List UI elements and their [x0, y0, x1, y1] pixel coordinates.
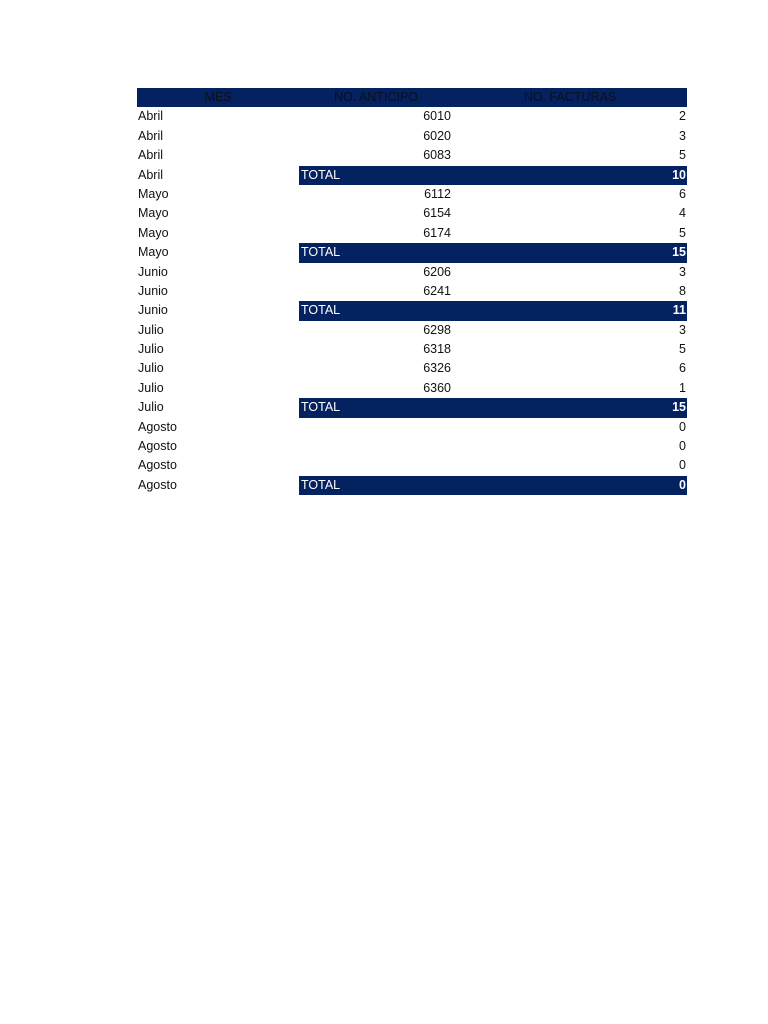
cell-mes[interactable]: Agosto [138, 419, 177, 434]
cell-no-anticipo[interactable]: 6154 [423, 206, 451, 221]
cell-no-facturas[interactable]: 6 [679, 186, 686, 201]
cell-no-anticipo[interactable]: 6318 [423, 342, 451, 357]
cell-mes[interactable]: Julio [138, 342, 164, 357]
cell-no-anticipo[interactable]: 6083 [423, 148, 451, 163]
cell-no-anticipo[interactable]: 6326 [423, 361, 451, 376]
cell-total-label[interactable]: TOTAL [301, 303, 341, 318]
cell-total-label[interactable]: TOTAL [301, 400, 341, 415]
cell-mes[interactable]: Abril [138, 128, 164, 143]
table-row [137, 107, 687, 126]
cell-no-facturas[interactable]: 0 [679, 419, 686, 434]
cell-total-facturas[interactable]: 0 [679, 477, 686, 492]
cell-no-anticipo[interactable] [299, 456, 452, 475]
table-header-row [137, 88, 687, 107]
cell-no-anticipo[interactable]: 6112 [424, 186, 451, 201]
spreadsheet-table [137, 88, 687, 495]
cell-no-facturas[interactable]: 2 [679, 109, 686, 124]
cell-mes[interactable]: Mayo [138, 225, 169, 240]
cell-mes[interactable]: Abril [138, 109, 164, 124]
cell-total-label[interactable]: TOTAL [301, 167, 341, 182]
cell-mes[interactable]: Mayo [138, 245, 169, 260]
cell-mes[interactable]: Junio [138, 283, 168, 298]
cell-no-facturas[interactable]: 5 [679, 342, 686, 357]
cell-no-facturas[interactable]: 5 [679, 148, 686, 163]
cell-mes[interactable]: Agosto [138, 477, 177, 492]
cell-total-facturas[interactable]: 15 [672, 245, 686, 260]
cell-mes[interactable]: Julio [138, 400, 164, 415]
table-row [137, 437, 687, 456]
table-row [137, 340, 687, 359]
cell-total-facturas[interactable]: 10 [672, 167, 686, 182]
cell-no-facturas[interactable]: 0 [679, 439, 686, 454]
cell-mes[interactable]: Junio [138, 303, 168, 318]
cell-no-anticipo[interactable]: 6174 [423, 225, 451, 240]
cell-mes[interactable]: Agosto [138, 458, 177, 473]
cell-total-label[interactable]: TOTAL [301, 477, 341, 492]
cell-no-facturas[interactable]: 3 [679, 264, 686, 279]
table-row [137, 418, 687, 437]
cell-total-label[interactable]: TOTAL [301, 245, 341, 260]
cell-no-facturas[interactable]: 3 [679, 128, 686, 143]
total-row [137, 166, 687, 185]
cell-no-facturas[interactable]: 1 [679, 380, 686, 395]
total-row [137, 243, 687, 262]
cell-no-anticipo[interactable]: 6298 [423, 322, 451, 337]
cell-total-facturas[interactable]: 15 [672, 400, 686, 415]
cell-mes[interactable]: Julio [138, 361, 164, 376]
total-row [137, 476, 687, 495]
cell-no-anticipo[interactable] [299, 437, 452, 456]
table-row [137, 146, 687, 165]
cell-no-anticipo[interactable]: 6241 [423, 283, 451, 298]
cell-mes[interactable]: Abril [138, 167, 164, 182]
cell-mes[interactable]: Mayo [138, 206, 169, 221]
table-row [137, 456, 687, 475]
table-row [137, 127, 687, 146]
cell-no-anticipo[interactable]: 6010 [423, 109, 451, 124]
header-no-facturas[interactable]: NO. FACTURAS [523, 90, 617, 104]
cell-mes[interactable]: Mayo [138, 186, 169, 201]
table-row [137, 204, 687, 223]
cell-no-anticipo[interactable] [299, 418, 452, 437]
cell-mes[interactable]: Julio [138, 322, 164, 337]
table-body [137, 107, 687, 495]
cell-no-facturas[interactable]: 6 [679, 361, 686, 376]
cell-mes[interactable]: Junio [138, 264, 168, 279]
table-row [137, 263, 687, 282]
table-row [137, 359, 687, 378]
cell-mes[interactable]: Agosto [138, 439, 177, 454]
table-row [137, 185, 687, 204]
cell-mes[interactable]: Abril [138, 148, 164, 163]
cell-no-anticipo[interactable]: 6206 [423, 264, 451, 279]
table-row [137, 224, 687, 243]
cell-no-facturas[interactable]: 3 [679, 322, 686, 337]
total-row [137, 398, 687, 417]
header-no-anticipo[interactable]: NO. ANTICIPO [333, 90, 419, 104]
total-row [137, 301, 687, 320]
header-mes[interactable]: MES [204, 90, 232, 104]
table-row [137, 321, 687, 340]
cell-no-anticipo[interactable]: 6020 [423, 128, 451, 143]
cell-no-facturas[interactable]: 5 [679, 225, 686, 240]
cell-mes[interactable]: Julio [138, 380, 164, 395]
table-row [137, 282, 687, 301]
cell-no-anticipo[interactable]: 6360 [423, 380, 451, 395]
table-row [137, 379, 687, 398]
cell-no-facturas[interactable]: 8 [679, 283, 686, 298]
cell-no-facturas[interactable]: 4 [679, 206, 686, 221]
cell-no-facturas[interactable]: 0 [679, 458, 686, 473]
cell-total-facturas[interactable]: 11 [672, 303, 686, 318]
